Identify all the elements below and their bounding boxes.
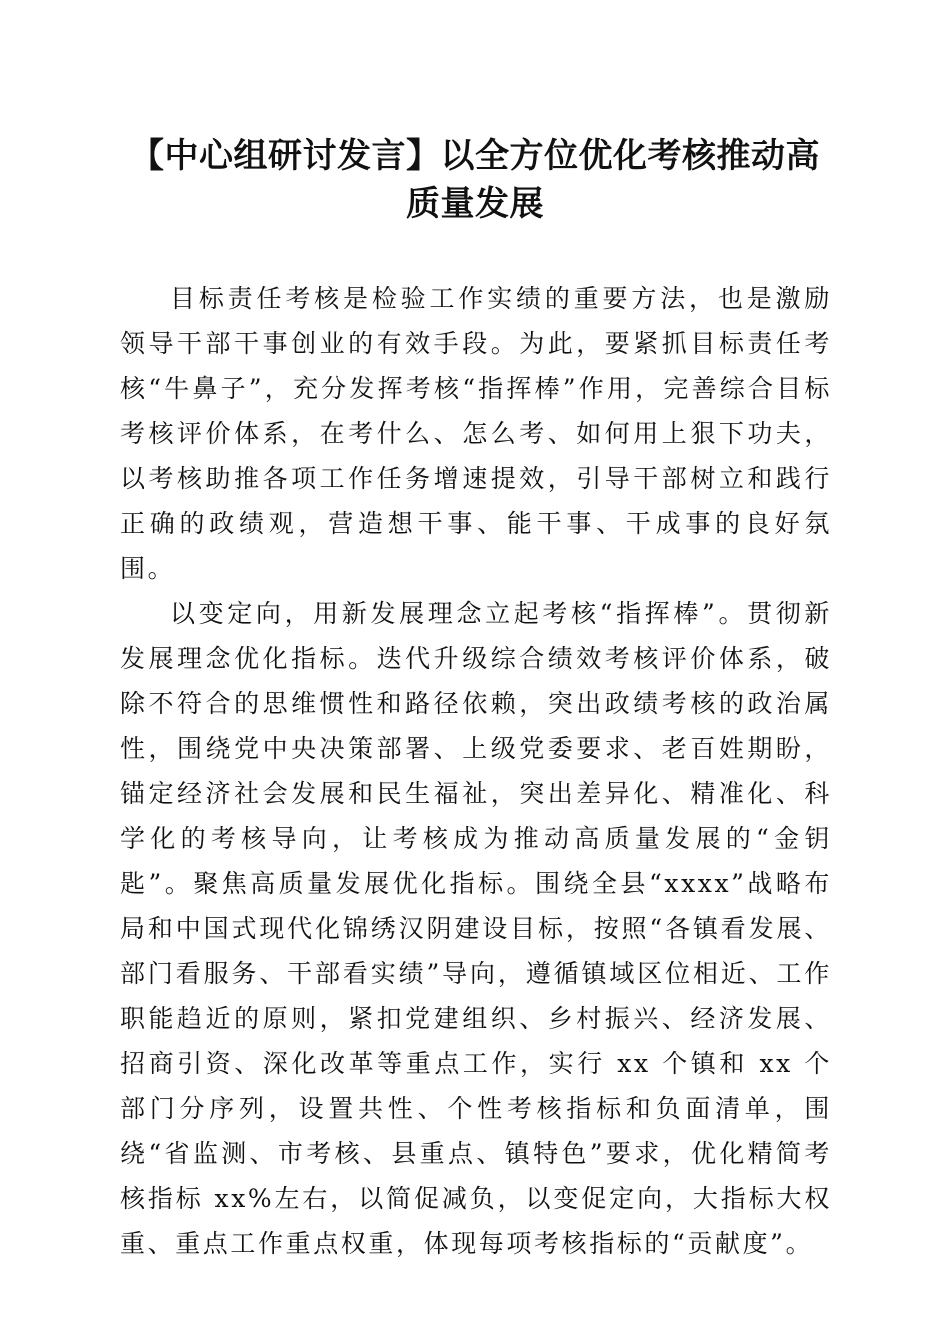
title-line-2: 质量发展 bbox=[406, 184, 544, 224]
title-line-1: 【中心组研讨发言】以全方位优化考核推动高 bbox=[130, 136, 820, 176]
paragraph-intro: 目标责任考核是检验工作实绩的重要方法，也是激励领导干部干事创业的有效手段。为此，要紧抓目标责任考核“牛鼻子”，充分发挥考核“指挥棒”作用，完善综合目标考核评价体系，在考什么、怎么考、如何用上狠下功夫，以考核助推各项工作任务增速提效，引导干部树立和践行正确的政绩观，营造想干事、能干事、干成事的良好氛围。 bbox=[120, 284, 832, 583]
document-title bbox=[112, 132, 838, 228]
document-body bbox=[120, 276, 832, 1266]
paragraph-indicators: 以变定向，用新发展理念立起考核“指挥棒”。贯彻新发展理念优化指标。迭代升级综合绩效考核评价体系，破除不符合的思维惯性和路径依赖，突出政绩考核的政治属性，围绕党中央决策部署、上级党委要求、老百姓期盼，锚定经济社会发展和民生福祉，突出差异化、精准化、科学化的考核导向，让考核成为推动高质量发展的“金钥匙”。聚焦高质量发展优化指标。围绕全县“xxxx”战略布局和中国式现代化锦绣汉阴建设目标，按照“各镇看发展、部门看服务、干部看实绩”导向，遵循镇域区位相近、工作职能趋近的原则，紧扣党建组织、乡村振兴、经济发展、招商引资、深化改革等重点工作，实行 xx 个镇和 xx 个部门分序列，设置共性、个性考核指标和负面清单，围绕“省监测、市考核、县重点、镇特色”要求，优化精简考核指标 xx%左右，以简促减负，以变促定向，大指标大权重、重点工作重点权重，体现每项考核指标的“贡献度”。 bbox=[120, 599, 832, 1258]
